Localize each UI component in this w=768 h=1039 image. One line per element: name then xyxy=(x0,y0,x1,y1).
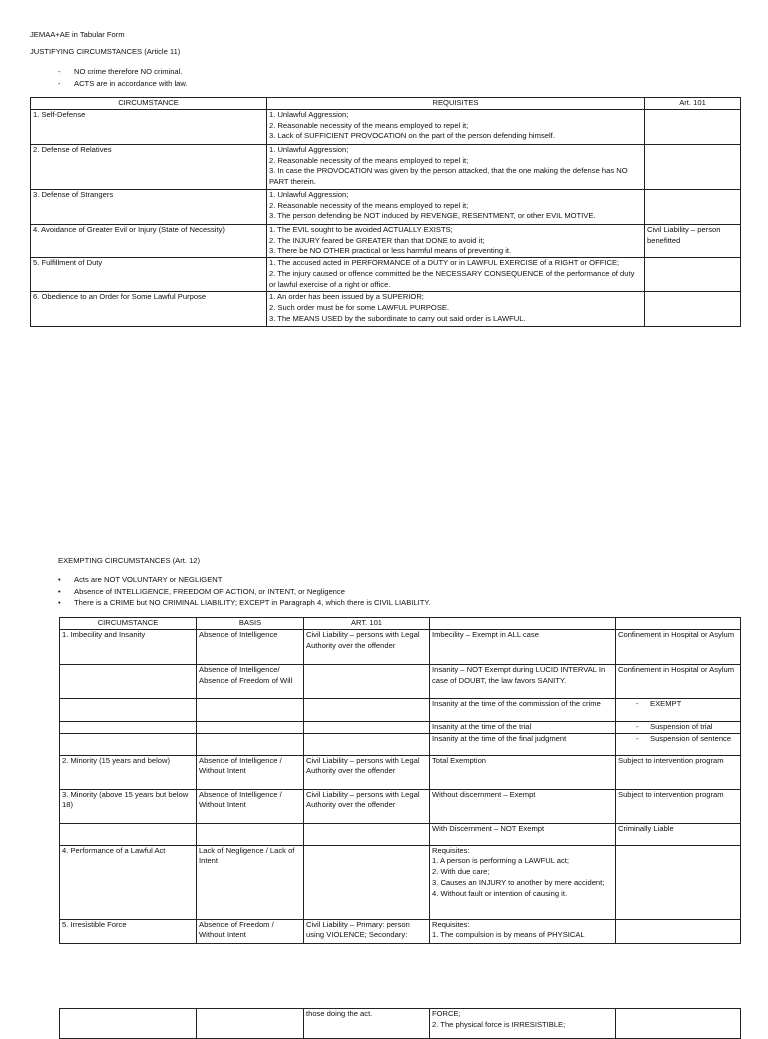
consequence-cell xyxy=(616,845,741,919)
circumstance-cell xyxy=(60,698,197,721)
list-item: - NO crime therefore NO criminal. xyxy=(58,67,188,79)
art101-cell xyxy=(645,109,741,144)
basis-cell xyxy=(197,733,304,755)
circumstance-cell xyxy=(60,733,197,755)
effect-cell: With Discernment – NOT Exempt xyxy=(430,823,616,845)
basis-cell: Absence of Intelligence / Without Intent xyxy=(197,789,304,823)
table-row xyxy=(60,664,741,698)
art101-cell xyxy=(304,845,430,919)
table-row xyxy=(60,733,741,755)
requisites-cell: 1. The EVIL sought to be avoided ACTUALLY EXISTS; 2. The INJURY feared be GREATER than that DONE to avoid it; 3. There be NO OTHER practical or less harmful means of preventing it. xyxy=(267,224,645,257)
table-row xyxy=(60,721,741,733)
list-item: • There is a CRIME but NO CRIMINAL LIABILITY; EXCEPT in Paragraph 4, which there is CIVIL LIABILITY. xyxy=(58,598,431,610)
basis-cell: Absence of Intelligence xyxy=(197,629,304,664)
column-header: BASIS xyxy=(197,618,304,630)
circumstance-cell xyxy=(60,1009,197,1039)
consequence-cell: Criminally Liable xyxy=(616,823,741,845)
effect-cell: Insanity at the time of the commission of the crime xyxy=(430,698,616,721)
art101-cell xyxy=(645,292,741,327)
table-row xyxy=(31,189,741,224)
table-row xyxy=(60,698,741,721)
list-item: • Absence of INTELLIGENCE, FREEDOM OF ACTION, or INTENT, or Negligence xyxy=(58,587,431,599)
basis-cell xyxy=(197,1009,304,1039)
table-row xyxy=(60,1009,741,1039)
consequence-cell: Confinement in Hospital or Asylum xyxy=(616,664,741,698)
circumstance-cell: 4. Performance of a Lawful Act xyxy=(60,845,197,919)
basis-cell: Absence of Freedom / Without Intent xyxy=(197,919,304,943)
justifying-table xyxy=(30,97,741,327)
consequence-cell: Subject to intervention program xyxy=(616,755,741,789)
table-row xyxy=(31,258,741,292)
effect-cell: Total Exemption xyxy=(430,755,616,789)
exempting-table xyxy=(59,617,741,944)
column-header: REQUISITES xyxy=(267,98,645,110)
table-row xyxy=(31,224,741,257)
table-row xyxy=(60,823,741,845)
consequence-cell: - EXEMPT xyxy=(616,698,741,721)
basis-cell: Absence of Intelligence/ Absence of Freedom of Will xyxy=(197,664,304,698)
exempting-heading: EXEMPTING CIRCUMSTANCES (Art. 12) xyxy=(58,556,201,565)
art101-cell: Civil Liability – persons with Legal Authority over the offender xyxy=(304,755,430,789)
column-header: CIRCUMSTANCE xyxy=(60,618,197,630)
art101-cell: Civil Liability – persons with Legal Authority over the offender xyxy=(304,629,430,664)
exempting-table-continuation xyxy=(59,1008,741,1039)
consequence-cell: Subject to intervention program xyxy=(616,789,741,823)
basis-cell: Absence of Intelligence / Without Intent xyxy=(197,755,304,789)
justifying-notes xyxy=(58,67,188,90)
art101-cell: Civil Liability – Primary: person using VIOLENCE; Secondary: xyxy=(304,919,430,943)
table-row xyxy=(60,789,741,823)
circumstance-cell: 2. Minority (15 years and below) xyxy=(60,755,197,789)
table-row xyxy=(31,292,741,327)
circumstance-cell: 3. Minority (above 15 years but below 18) xyxy=(60,789,197,823)
art101-cell xyxy=(304,698,430,721)
effect-cell: Without discernment – Exempt xyxy=(430,789,616,823)
art101-cell: Civil Liability – persons with Legal Authority over the offender xyxy=(304,789,430,823)
consequence-cell xyxy=(616,919,741,943)
consequence-cell: - Suspension of sentence xyxy=(616,733,741,755)
consequence-cell: Confinement in Hospital or Asylum xyxy=(616,629,741,664)
effect-cell: Insanity – NOT Exempt during LUCID INTERVAL In case of DOUBT, the law favors SANITY. xyxy=(430,664,616,698)
circumstance-cell: 2. Defense of Relatives xyxy=(31,144,267,189)
circumstance-cell: 5. Irresistible Force xyxy=(60,919,197,943)
circumstance-cell: 6. Obedience to an Order for Some Lawful Purpose xyxy=(31,292,267,327)
circumstance-cell xyxy=(60,721,197,733)
circumstance-cell xyxy=(60,823,197,845)
justifying-heading: JUSTIFYING CIRCUMSTANCES (Article 11) xyxy=(30,47,181,56)
effect-cell: Requisites: 1. The compulsion is by means of PHYSICAL xyxy=(430,919,616,943)
table-row xyxy=(31,109,741,144)
art101-cell xyxy=(645,144,741,189)
table-row xyxy=(60,845,741,919)
effect-cell: Insanity at the time of the trial xyxy=(430,721,616,733)
art101-cell xyxy=(645,258,741,292)
exempting-notes xyxy=(58,575,431,610)
list-item: • Acts are NOT VOLUNTARY or NEGLIGENT xyxy=(58,575,431,587)
art101-cell xyxy=(304,664,430,698)
doc-title: JEMAA+AE in Tabular Form xyxy=(30,30,125,39)
art101-cell xyxy=(304,823,430,845)
column-header: ART. 101 xyxy=(304,618,430,630)
consequence-cell xyxy=(616,1009,741,1039)
circumstance-cell: 5. Fulfillment of Duty xyxy=(31,258,267,292)
circumstance-cell: 3. Defense of Strangers xyxy=(31,189,267,224)
list-item: - ACTS are in accordance with law. xyxy=(58,79,188,91)
column-header: CIRCUMSTANCE xyxy=(31,98,267,110)
circumstance-cell: 4. Avoidance of Greater Evil or Injury (State of Necessity) xyxy=(31,224,267,257)
table-row xyxy=(60,919,741,943)
table-row xyxy=(31,144,741,189)
circumstance-cell xyxy=(60,664,197,698)
art101-cell: those doing the act. xyxy=(304,1009,430,1039)
basis-cell xyxy=(197,823,304,845)
requisites-cell: 1. Unlawful Aggression; 2. Reasonable necessity of the means employed to repel it; 3. In case the PROVOCATION was given by the person attacked, that the one making the defense has NO PART therein. xyxy=(267,144,645,189)
art101-cell xyxy=(304,721,430,733)
circumstance-cell: 1. Imbecility and Insanity xyxy=(60,629,197,664)
column-header xyxy=(616,618,741,630)
requisites-cell: 1. Unlawful Aggression; 2. Reasonable necessity of the means employed to repel it; 3. Lack of SUFFICIENT PROVOCATION on the part of the person defending himself. xyxy=(267,109,645,144)
consequence-cell: - Suspension of trial xyxy=(616,721,741,733)
requisites-cell: 1. An order has been issued by a SUPERIOR; 2. Such order must be for some LAWFUL PURPOSE. 3. The MEANS USED by the subordinate to carry out said order is LAWFUL. xyxy=(267,292,645,327)
column-header: Art. 101 xyxy=(645,98,741,110)
effect-cell: FORCE; 2. The physical force is IRRESISTIBLE; xyxy=(430,1009,616,1039)
requisites-cell: 1. The accused acted in PERFORMANCE of a DUTY or in LAWFUL EXERCISE of a RIGHT or OFFICE; 2. The injury caused or offence committed be the NECESSARY CONSEQUENCE of the performance of duty or lawful exercise of a right or office. xyxy=(267,258,645,292)
table-row xyxy=(60,755,741,789)
effect-cell: Requisites: 1. A person is performing a LAWFUL act; 2. With due care; 3. Causes an INJURY to another by mere accident; 4. Without fault or intention of causing it. xyxy=(430,845,616,919)
basis-cell xyxy=(197,721,304,733)
effect-cell: Imbecility – Exempt in ALL case xyxy=(430,629,616,664)
art101-cell: Civil Liability – person benefitted xyxy=(645,224,741,257)
art101-cell xyxy=(304,733,430,755)
basis-cell: Lack of Negligence / Lack of Intent xyxy=(197,845,304,919)
requisites-cell: 1. Unlawful Aggression; 2. Reasonable necessity of the means employed to repel it; 3. The person defending be NOT induced by REVENGE, RESENTMENT, or other EVIL MOTIVE. xyxy=(267,189,645,224)
basis-cell xyxy=(197,698,304,721)
effect-cell: Insanity at the time of the final judgment xyxy=(430,733,616,755)
table-row xyxy=(60,629,741,664)
circumstance-cell: 1. Self-Defense xyxy=(31,109,267,144)
art101-cell xyxy=(645,189,741,224)
column-header xyxy=(430,618,616,630)
